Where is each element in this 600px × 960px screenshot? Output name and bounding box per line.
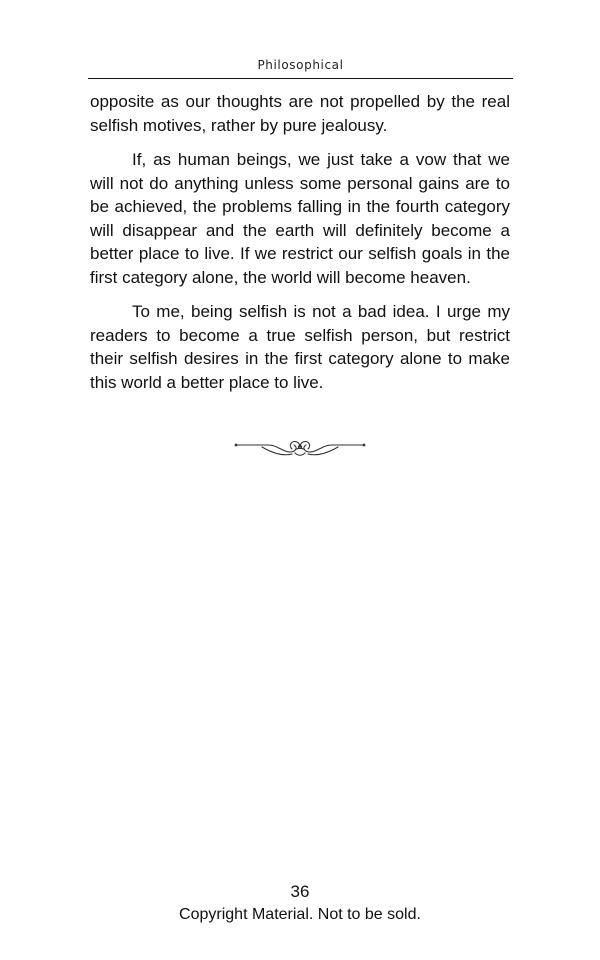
body-text <box>90 90 510 405</box>
running-header: Philosophical <box>257 58 344 72</box>
paragraph-continuation: opposite as our thoughts are not propelled by the real selfish motives, rather by pure jealousy. <box>90 92 510 135</box>
copyright-notice: Copyright Material. Not to be sold. <box>179 906 421 923</box>
paragraph-conclusion: To me, being selfish is not a bad idea. I urge my readers to become a true selfish person, but restrict their selfish desires in the first category alone to make this world a better place to live. <box>90 302 510 392</box>
flourish-divider-icon <box>232 434 368 462</box>
paragraph-vow: If, as human beings, we just take a vow that we will not do anything unless some personal gains are to be achieved, the problems falling in the fourth category will disappear and the earth will definitely become a better place to live. If we restrict our selfish goals in the first category alone, the world will become heaven. <box>90 150 510 287</box>
header-rule <box>88 78 513 79</box>
page-number: 36 <box>290 882 310 901</box>
